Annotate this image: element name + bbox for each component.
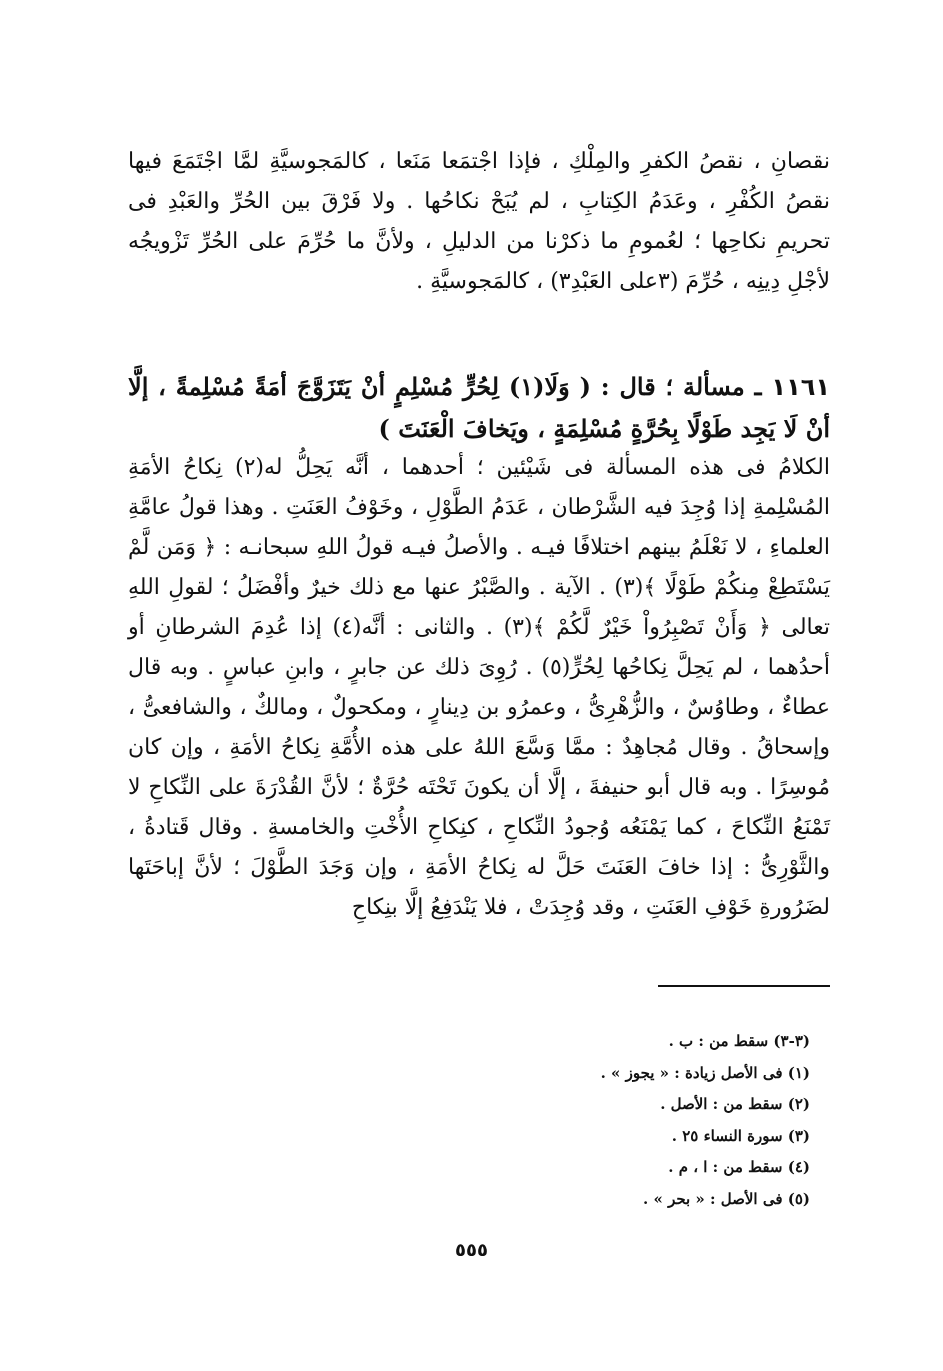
body-paragraph-commentary: الكلامُ فى هذه المسألة فى شَيْئين ؛ أحدهما ، أنَّه يَحِلُّ له(٢) نِكاحُ الأمَةِ المُسْلِمةِ إذا وُجِدَ فيه الشَّرْطان ، عَدَمُ الطَّوْلِ ، وخَوْفُ العَنَتِ . وهذا قولُ عامَّةِ العلماءِ ، لا نَعْلَمُ بينهم اختلافًا فيـه . والأصلُ فيـه قولُ اللهِ سبحانـه : ﴿ وَمَن لَّمْ يَسْتَطِعْ مِنكُمْ طَوْلًا ﴾(٣) . الآية . والصَّبْرُ عنها مع ذلك خيرٌ وأفْضَلُ ؛ لقولِ اللهِ تعالى ﴿ وَأَنْ تَصْبِرُواْ خَيْرٌ لَّكُمْ ﴾(٣) . والثانى : أنَّه(٤) إذا عُدِمَ الشرطانِ أو أحدُهما ، لم يَحِلَّ نِكاحُها لِحُرٍّ(٥) . رُوِىَ ذلك عن جابرٍ ، وابنِ عباسٍ . وبه قال عطاءٌ ، وطاوُسٌ ، والزُّهْرِىُّ ، وعمرُو بن دِينارٍ ، ومكحولٌ ، ومالكٌ ، والشافعىُّ ، وإسحاقُ . وقال مُجاهِدٌ : ممَّا وَسَّعَ اللهُ على هذه الأُمَّةِ نِكاحُ الأمَةِ ، وإن كان مُوسِرًا . وبه قال أبو حنيفةَ ، إلَّا أن يكونَ تَحْتَه حُرَّةٌ ؛ لأنَّ القُدْرَةَ على النِّكاحِ لا تَمْنَعُ النِّكاحَ ، كما يَمْنَعُه وُجودُ النِّكاحِ ، كنِكاحِ الأُخْتِ والخامسةِ . وقال قَتادةُ ، والثَّوْرِىُّ : إذا خافَ العَنَتَ حَلَّ له نِكاحُ الأمَةِ ، وإن وَجَدَ الطَّوْلَ ؛ لأنَّ إباحَتَها لضَرُورةِ خَوْفِ العَنَتِ ، وقد وُجِدَتْ ، فلا يَنْدَفِعُ إلَّا بنِكاحِ xyxy=(128,455,831,920)
footnote-separator xyxy=(658,985,830,987)
issue-heading xyxy=(128,366,830,450)
body-paragraph-continuation: نقصانِ ، نقصُ الكفرِ والمِلْكِ ، فإذا اجْتمَعا مَنَعا ، كالمَجوسيَّةِ لمَّا اجْتَمَعَ فيها نقصُ الكُفْرِ ، وعَدَمُ الكِتابِ ، لم يُبَحْ نكاحُها . ولا فَرْقَ بين الحُرِّ والعَبْدِ فى تحريمِ نكاحِها ؛ لعُمومِ ما ذكرْنا من الدليلِ ، ولأنَّ ما حُرِّمَ على الحُرِّ تَزْويجُه لأجْلِ دِينِه ، حُرِّمَ (٣على العَبْدِ٣) ، كالمَجوسيَّةِ . xyxy=(128,149,830,294)
footnote: (١) فى الأصل زيادة : « يجوز » . xyxy=(600,1063,810,1082)
footnote: (٢) سقط من : الأصل . xyxy=(660,1095,810,1113)
footnote: (٣) سورة النساء ٢٥ . xyxy=(671,1126,810,1145)
page-number: ٥٥٥ xyxy=(455,1240,488,1261)
issue-number: ١١٦١ xyxy=(771,372,831,401)
issue-heading-text: ـ مسألة ؛ قال : ( وَلَا(١) لِحُرٍّ مُسْلِمٍ أنْ يَتَزَوَّجَ أمَةً مُسْلِمةً ، إلَّا أنْ لَا يَجِد طَوْلًا بِحُرَّةٍ مُسْلِمَةٍ ، ويَخافَ الْعَنَتَ ) xyxy=(128,371,830,443)
footnote: (٣-٣) سقط من : ب . xyxy=(668,1032,810,1050)
footnotes-list xyxy=(460,1026,810,1215)
footnote: (٤) سقط من : ا ، م . xyxy=(668,1158,810,1176)
footnote: (٥) فى الأصل : « بحر » . xyxy=(643,1189,810,1208)
